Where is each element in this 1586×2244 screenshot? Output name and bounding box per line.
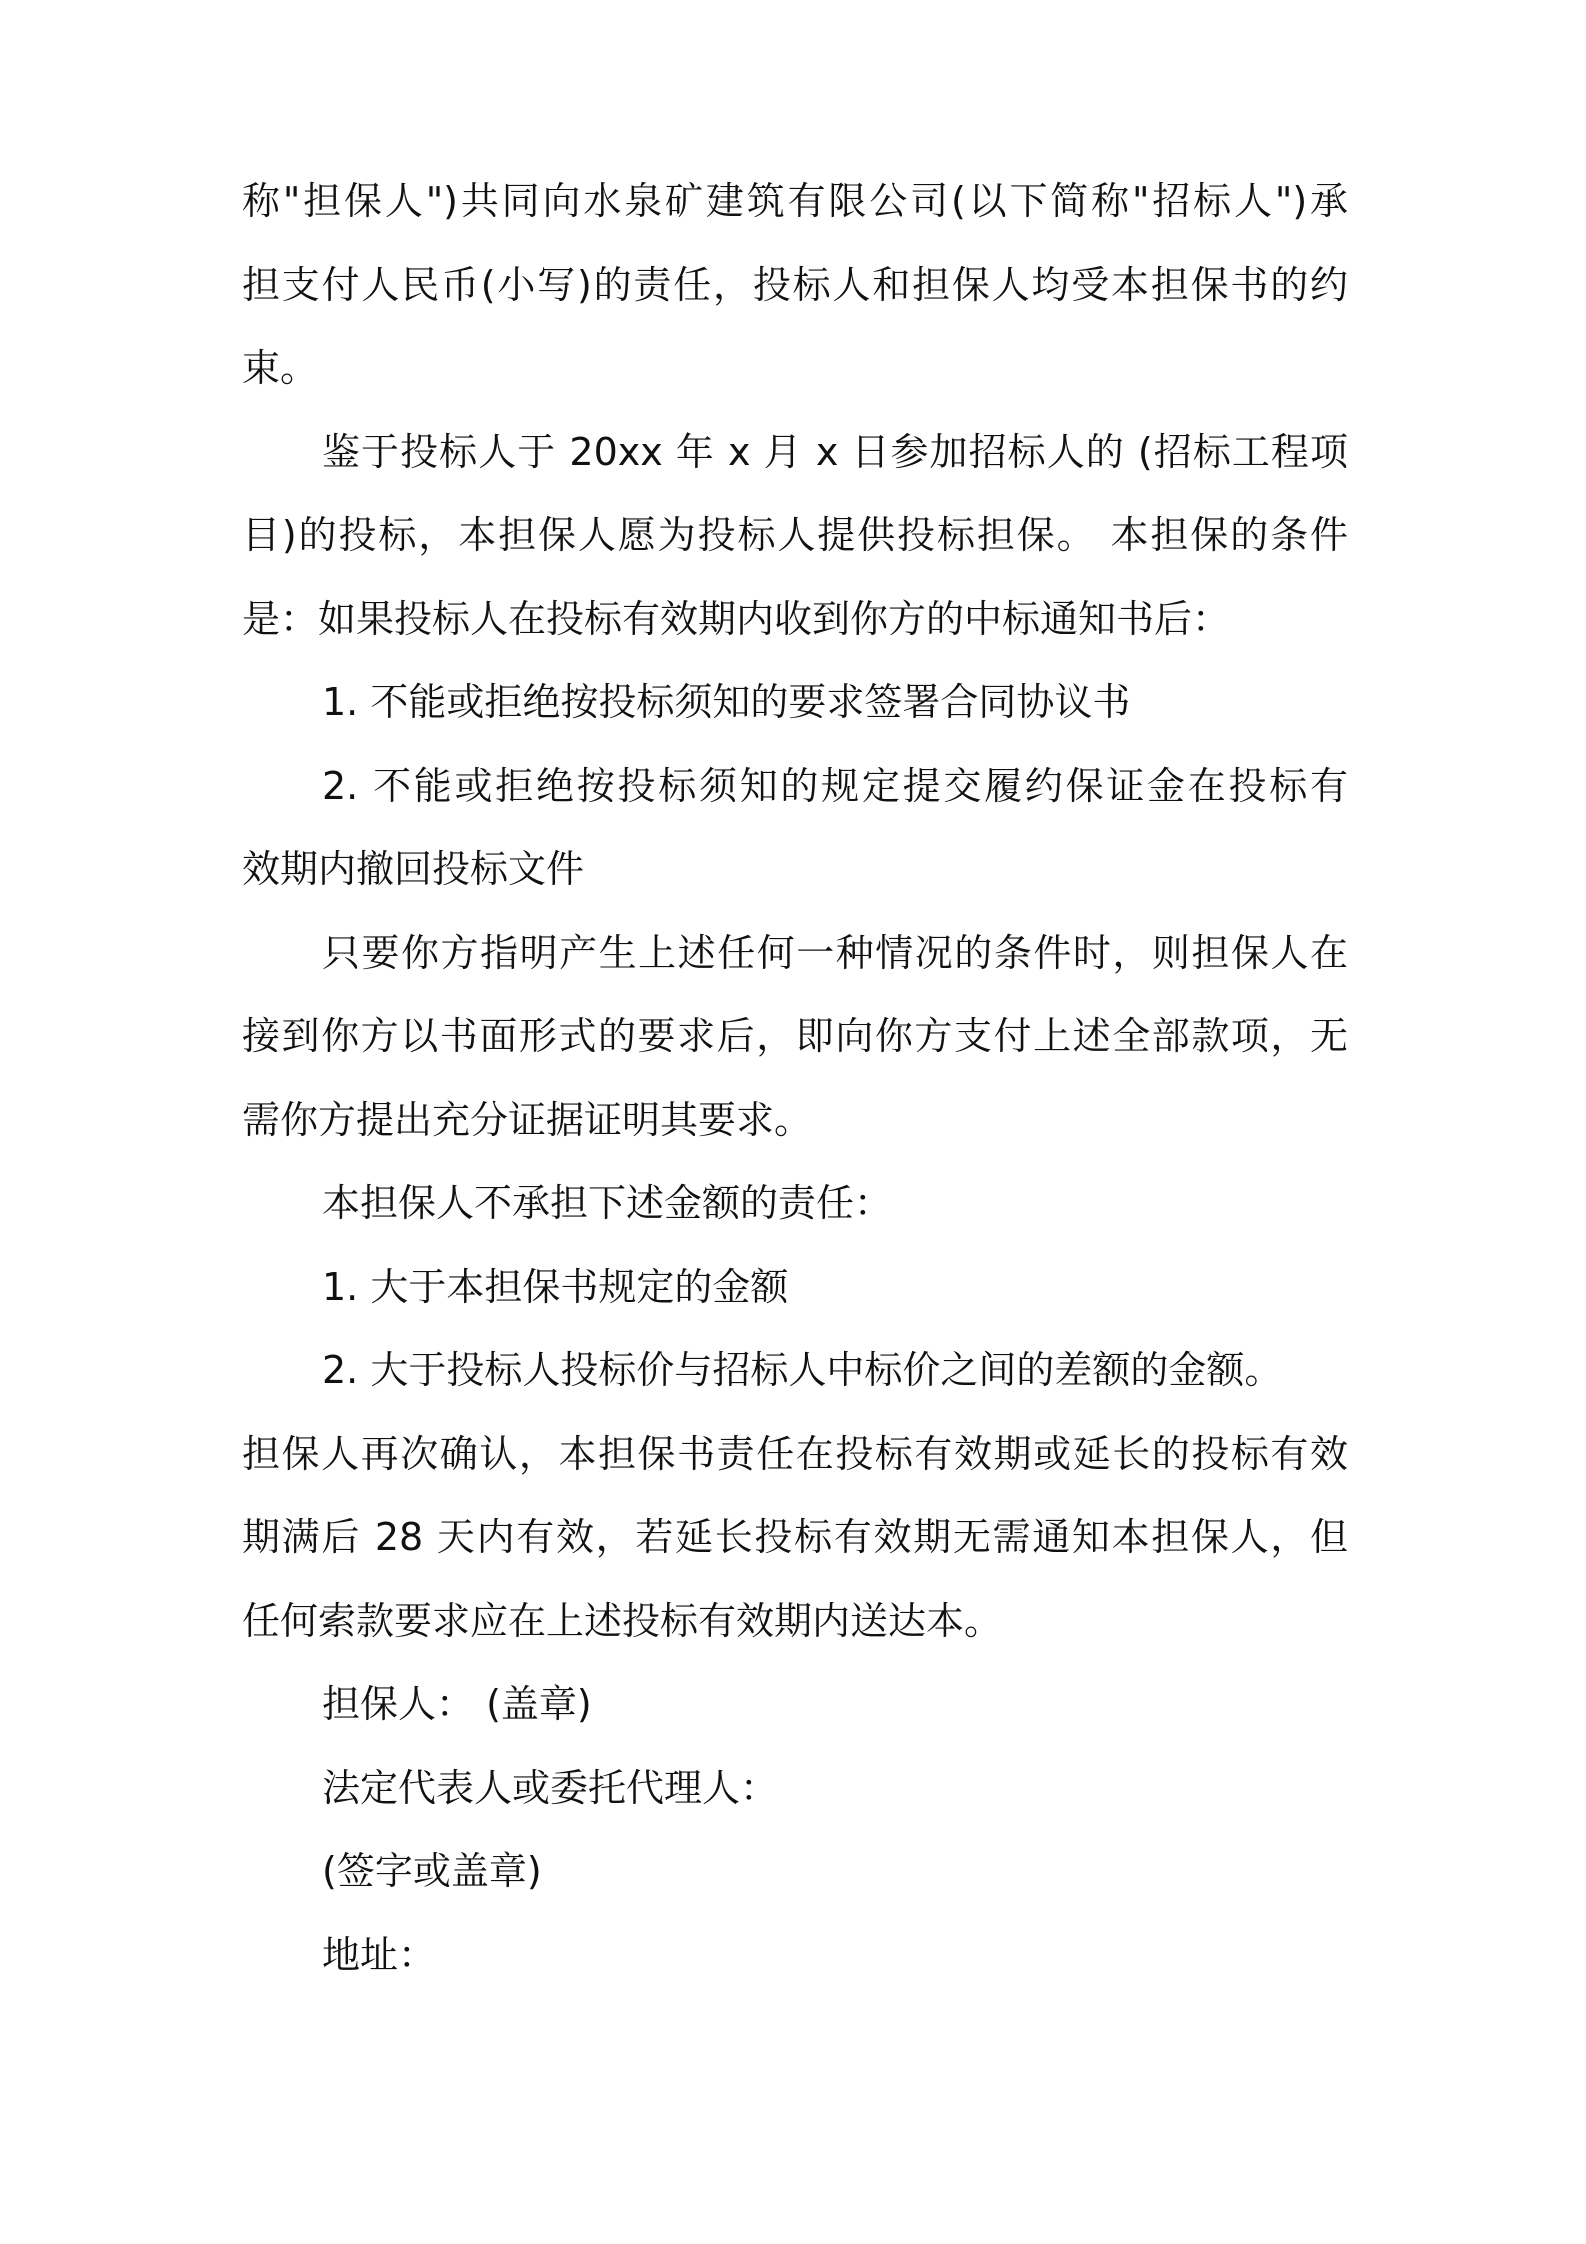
paragraph-line: 只要你方指明产生上述任何一种情况的条件时，则担保人在 [322, 930, 1348, 975]
paragraph-line: 目)的投标，本担保人愿为投标人提供投标担保。 本担保的条件 [242, 513, 1348, 557]
list-item: 1. 大于本担保书规定的金额 [322, 1264, 789, 1309]
paragraph-line: 担支付人民币(小写)的责任，投标人和担保人均受本担保书的约 [242, 262, 1348, 307]
paragraph-line: 束。 [242, 346, 319, 390]
paragraph-line: 效期内撤回投标文件 [242, 847, 585, 891]
paragraph-line: 担保人再次确认，本担保书责任在投标有效期或延长的投标有效 [242, 1431, 1348, 1476]
signature-field-sign-or-seal: (签字或盖章) [322, 1849, 542, 1893]
paragraph-line: 鉴于投标人于 20xx 年 x 月 x 日参加招标人的 (招标工程项 [322, 429, 1348, 474]
paragraph-line: 任何索款要求应在上述投标有效期内送达本。 [242, 1598, 1003, 1643]
paragraph-line: 是：如果投标人在投标有效期内收到你方的中标通知书后： [242, 596, 1231, 641]
paragraph-line: 称"担保人")共同向水泉矿建筑有限公司(以下简称"招标人")承 [242, 179, 1348, 223]
signature-field-guarantor: 担保人： (盖章) [322, 1682, 592, 1726]
paragraph-line: 需你方提出充分证据证明其要求。 [242, 1097, 813, 1142]
list-item: 2. 不能或拒绝按投标须知的规定提交履约保证金在投标有 [322, 763, 1348, 808]
list-item: 2. 大于投标人投标价与招标人中标价之间的差额的金额。 [322, 1348, 1283, 1392]
signature-field-representative: 法定代表人或委托代理人： [322, 1765, 779, 1810]
paragraph-line: 本担保人不承担下述金额的责任： [322, 1181, 893, 1225]
paragraph-line: 期满后 28 天内有效，若延长投标有效期无需通知本担保人，但 [242, 1515, 1348, 1559]
document-page [242, 160, 1348, 1997]
signature-field-address: 地址： [322, 1932, 437, 1977]
paragraph-line: 接到你方以书面形式的要求后，即向你方支付上述全部款项，无 [242, 1014, 1348, 1058]
list-item: 1. 不能或拒绝按投标须知的要求签署合同协议书 [322, 680, 1131, 724]
